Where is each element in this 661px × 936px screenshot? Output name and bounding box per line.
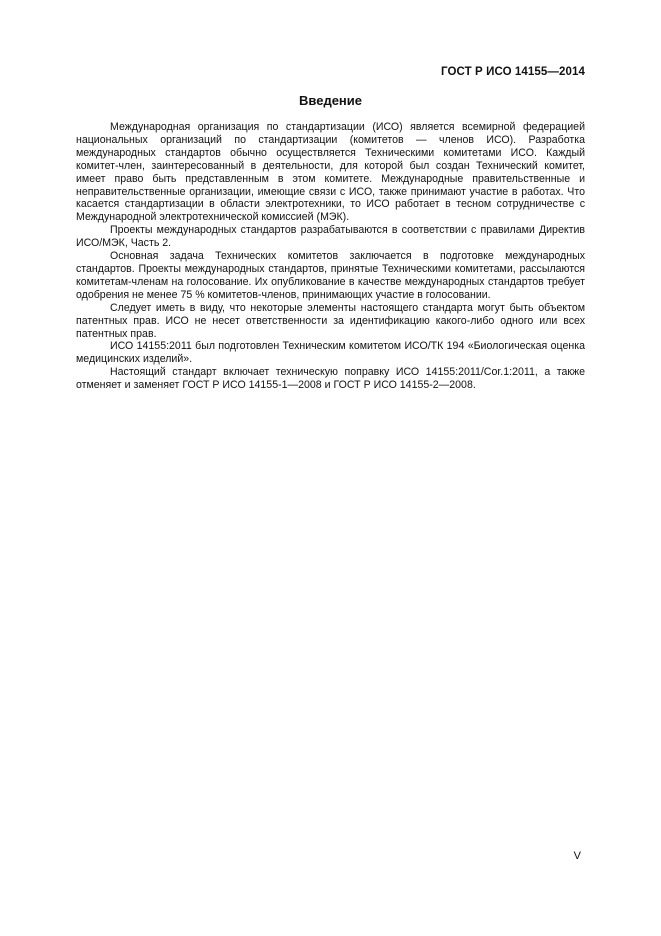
paragraph-preparation: ИСО 14155:2011 был подготовлен Техническим комитетом ИСО/ТК 194 «Биологическая оценка медицинских изделий». xyxy=(76,340,585,366)
paragraph-replacement: Настоящий стандарт включает техническую поправку ИСО 14155:2011/Cor.1:2011, а также отменяет и заменяет ГОСТ Р ИСО 14155-1—2008 и ГОСТ Р ИСО 14155-2—2008. xyxy=(76,366,585,392)
section-title: Введение xyxy=(299,93,362,108)
section-body xyxy=(76,121,585,392)
paragraph-iso-organization: Международная организация по стандартизации (ИСО) является всемирной федерацией национальных организаций по стандартизации (комитетов — членов ИСО). Разработка международных стандартов обычно осуществляется Техническими комитетами ИСО. Каждый комитет-член, заинтересованный в деятельности, для которой был создан Технический комитет, имеет право быть представленным в этом комитете. Международные правительственные и неправительственные организации, имеющие связи с ИСО, также принимают участие в работах. Что касается стандартизации в области электротехники, то ИСО работает в тесном сотрудничестве с Международной электротехнической комиссией (МЭК). xyxy=(76,121,585,224)
page-number: V xyxy=(573,850,581,862)
paragraph-patent-rights: Следует иметь в виду, что некоторые элементы настоящего стандарта могут быть объектом патентных прав. ИСО не несет ответственности за идентификацию какого-либо одного или всех патентных прав. xyxy=(76,301,585,340)
paragraph-committees-task: Основная задача Технических комитетов заключается в подготовке международных стандартов. Проекты международных стандартов, принятые Техническими комитетами, рассылаются комитетам-членам на голосование. Их опубликование в качестве международных стандартов требует одобрения не менее 75 % комитетов-членов, принимающих участие в голосовании. xyxy=(76,250,585,301)
paragraph-directives: Проекты международных стандартов разрабатываются в соответствии с правилами Директив ИСО/МЭК, Часть 2. xyxy=(76,224,585,250)
document-code: ГОСТ Р ИСО 14155—2014 xyxy=(440,66,585,78)
